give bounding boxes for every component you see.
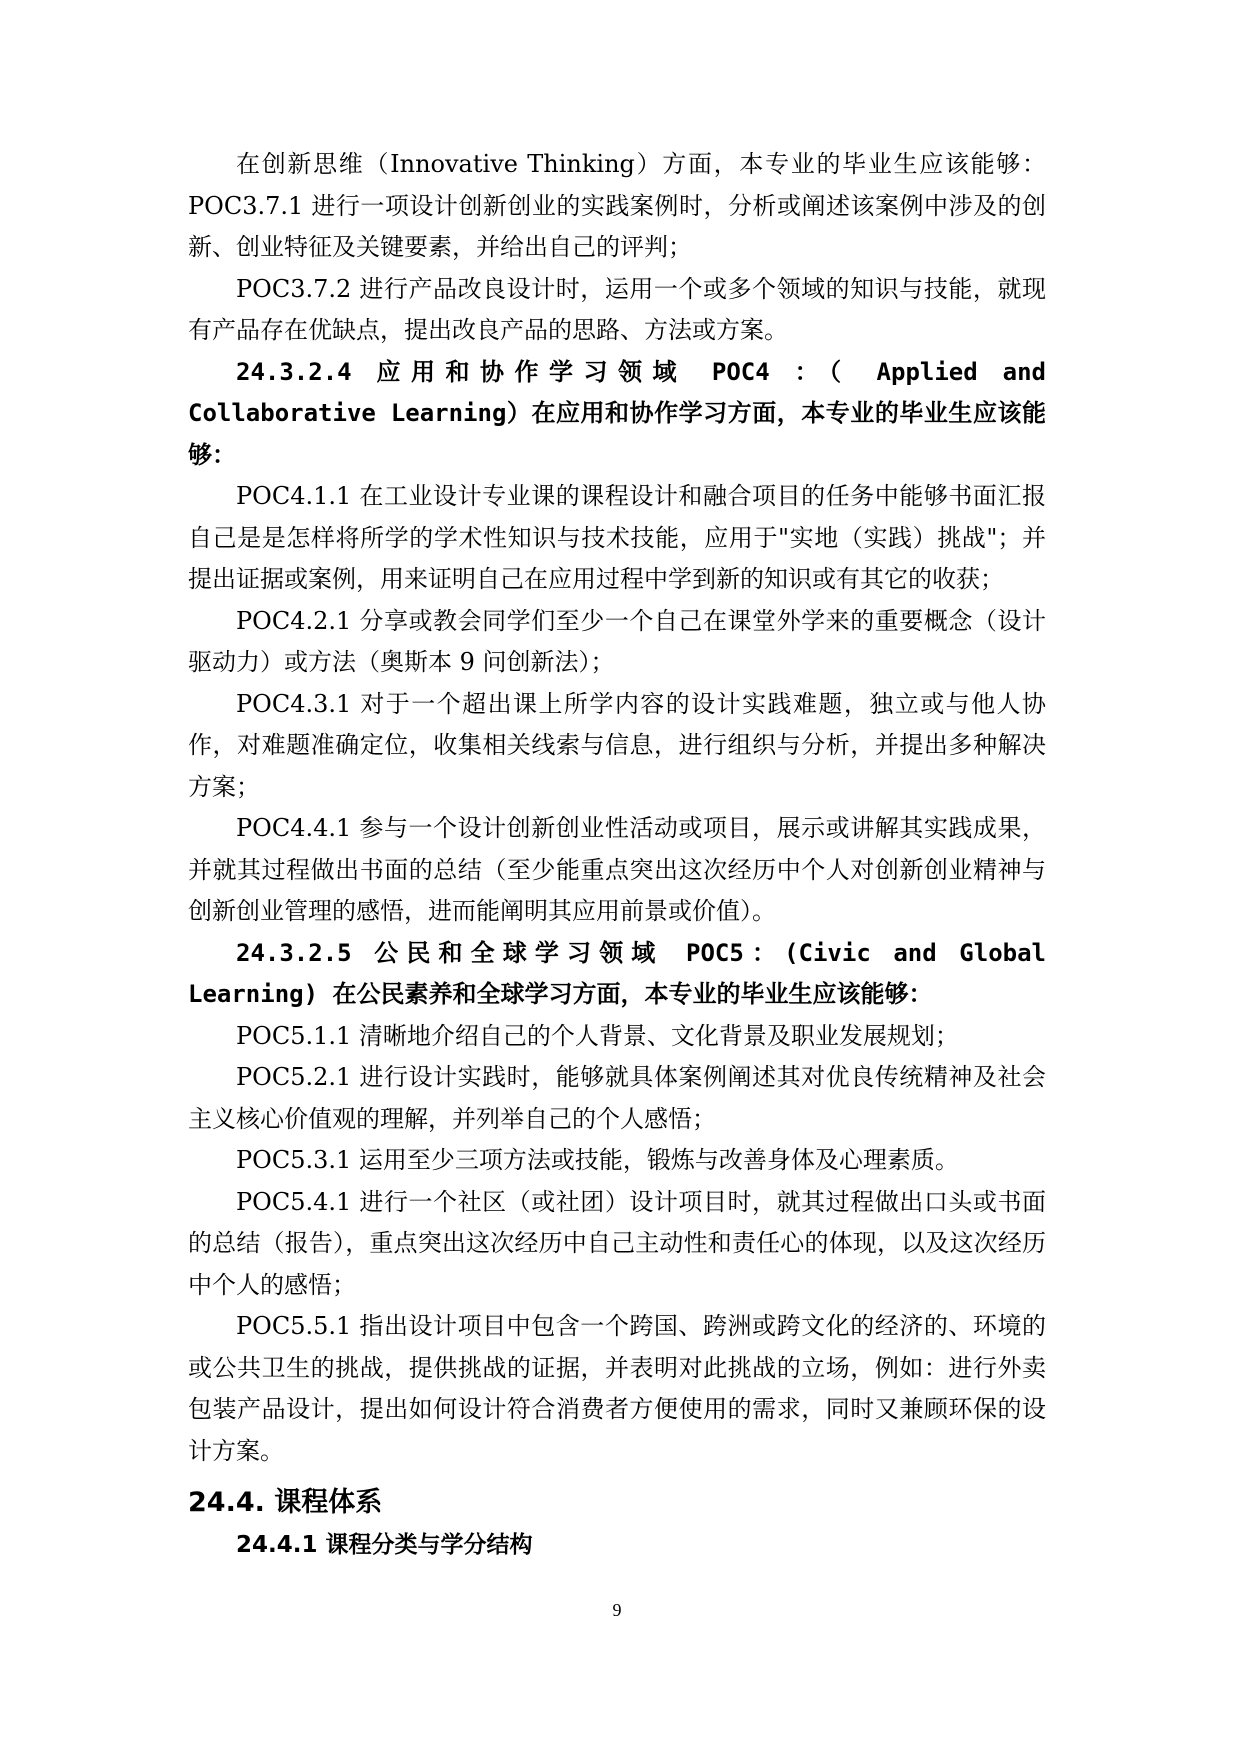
paragraph-poc4-3-1: POC4.3.1 对于一个超出课上所学内容的设计实践难题，独立或与他人协作，对难题准确定位，收集相关线索与信息，进行组织与分析，并提出多种解决方案；	[188, 689, 1046, 801]
paragraph-poc4-2-1: POC4.2.1 分享或教会同学们至少一个自己在课堂外学来的重要概念（设计驱动力）或方法（奥斯本 9 问创新法）；	[188, 606, 1046, 676]
page-content	[188, 144, 1046, 1564]
section-heading-24-4: 24.4. 课程体系	[188, 1487, 383, 1518]
paragraph-poc5-3-1: POC5.3.1 运用至少三项方法或技能，锻炼与改善身体及心理素质。	[236, 1146, 959, 1174]
subsection-heading-24-4-1: 24.4.1 课程分类与学分结构	[236, 1532, 533, 1558]
paragraph-innovative-thinking: 在创新思维（Innovative Thinking）方面，本专业的毕业生应该能够：POC3.7.1 进行一项设计创新创业的实践案例时，分析或阐述该案例中涉及的创新、创业特征及关键要素，并给出自己的评判；	[188, 150, 1046, 261]
paragraph-poc3-7-2: POC3.7.2 进行产品改良设计时，运用一个或多个领域的知识与技能，就现有产品存在优缺点，提出改良产品的思路、方法或方案。	[188, 274, 1046, 344]
paragraph-poc4-4-1: POC4.4.1 参与一个设计创新创业性活动或项目，展示或讲解其实践成果，并就其过程做出书面的总结（至少能重点突出这次经历中个人对创新创业精神与创新创业管理的感悟，进而能阐明其应用前景或价值）。	[188, 814, 1046, 925]
paragraph-poc5-4-1: POC5.4.1 进行一个社区（或社团）设计项目时，就其过程做出口头或书面的总结（报告），重点突出这次经历中自己主动性和责任心的体现，以及这次经历中个人的感悟；	[188, 1187, 1046, 1299]
paragraph-poc5-1-1: POC5.1.1 清晰地介绍自己的个人背景、文化背景及职业发展规划；	[236, 1021, 959, 1050]
paragraph-poc4-1-1: POC4.1.1 在工业设计专业课的课程设计和融合项目的任务中能够书面汇报自己是是怎样将所学的学术性知识与技术技能，应用于"实地（实践）挑战"；并提出证据或案例，用来证明自己在应用过程中学到新的知识或有其它的收获；	[188, 482, 1046, 593]
heading-24-3-2-5: 24.3.2.5 公民和全球学习领域 POC5：(Civic and Global Learning) 在公民素养和全球学习方面，本专业的毕业生应该能够：	[188, 938, 1046, 1008]
paragraph-poc5-2-1: POC5.2.1 进行设计实践时，能够就具体案例阐述其对优良传统精神及社会主义核心价值观的理解，并列举自己的个人感悟；	[188, 1063, 1046, 1133]
heading-24-3-2-4: 24.3.2.4 应用和协作学习领域 POC4 ：（ Applied and Collaborative Learning）在应用和协作学习方面，本专业的毕业生应该能够：	[188, 357, 1046, 469]
page-number: 9	[612, 1600, 622, 1620]
paragraph-poc5-5-1: POC5.5.1 指出设计项目中包含一个跨国、跨洲或跨文化的经济的、环境的或公共卫生的挑战，提供挑战的证据，并表明对此挑战的立场，例如：进行外卖包装产品设计，提出如何设计符合消费者方便使用的需求，同时又兼顾环保的设计方案。	[188, 1312, 1046, 1465]
